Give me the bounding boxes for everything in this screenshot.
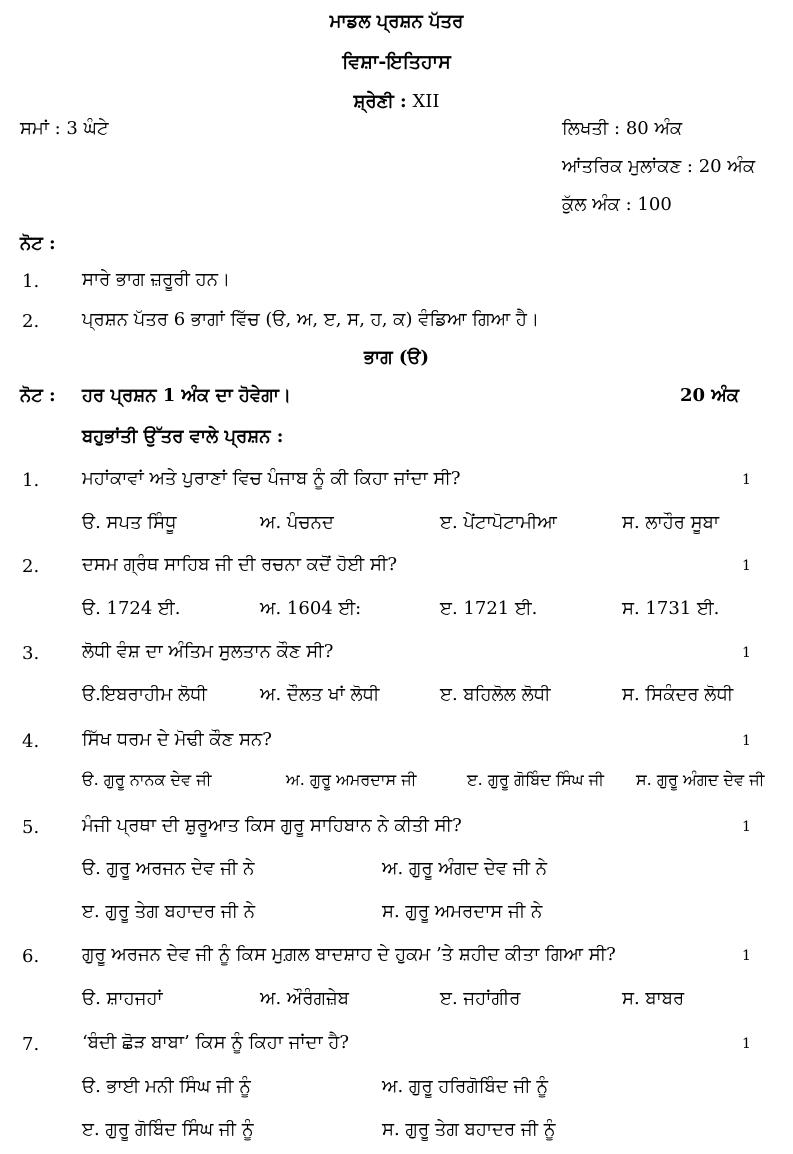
question-5-option-d: ਸ. ਗੁਰੂ ਅਮਰਦਾਸ ਜੀ ਨੇ bbox=[382, 901, 543, 922]
question-4-option-d: ਸ. ਗੁਰੂ ਅੰਗਦ ਦੇਵ ਜੀ bbox=[636, 770, 765, 789]
question-3-option-b: ਅ. ਦੌਲਤ ਖਾਂ ਲੋਧੀ bbox=[260, 684, 380, 705]
question-6-option-a: ੳ. ਸ਼ਾਹਜਹਾਂ bbox=[82, 988, 163, 1009]
section-note-text: ਹਰ ਪ੍ਰਸ਼ਨ 1 ਅੰਕ ਦਾ ਹੋਵੇਗਾ। bbox=[82, 385, 292, 406]
question-3-number: 3. bbox=[22, 643, 40, 664]
written-marks: ਲਿਖਤੀ : 80 ਅੰਕ bbox=[562, 118, 683, 139]
question-4-text: ਸਿੱਖ ਧਰਮ ਦੇ ਮੋਢੀ ਕੌਣ ਸਨ? bbox=[82, 729, 272, 750]
class-label: ਸ਼੍ਰੇਣੀ : bbox=[353, 91, 407, 112]
question-7-number: 7. bbox=[22, 1034, 40, 1055]
paper-title: ਮਾਡਲ ਪ੍ਰਸ਼ਨ ਪੱਤਰ bbox=[329, 11, 464, 32]
question-5-number: 5. bbox=[22, 817, 40, 838]
section-title: ਭਾਗ (ੳ) bbox=[363, 347, 430, 368]
question-2-option-c: ੲ. 1721 ਈ. bbox=[440, 598, 538, 619]
question-6-marks: 1 bbox=[742, 948, 751, 964]
question-7-option-d: ਸ. ਗੁਰੂ ਤੇਗ ਬਹਾਦਰ ਜੀ ਨੂੰ bbox=[382, 1119, 556, 1140]
question-6-text: ਗੁਰੂ ਅਰਜਨ ਦੇਵ ਜੀ ਨੂੰ ਕਿਸ ਮੁਗ਼ਲ ਬਾਦਸ਼ਾਹ ਦੇ ਹੁਕਮ ’ਤੇ ਸ਼ਹੀਦ ਕੀਤਾ ਗਿਆ ਸੀ? bbox=[82, 944, 616, 965]
question-6-option-c: ੲ. ਜਹਾਂਗੀਰ bbox=[440, 988, 521, 1009]
question-3-option-c: ੲ. ਬਹਿਲੋਲ ਲੋਧੀ bbox=[440, 684, 551, 705]
question-7-marks: 1 bbox=[742, 1036, 751, 1052]
question-1-text: ਮਹਾਂਕਾਵਾਂ ਅਤੇ ਪੁਰਾਣਾਂ ਵਿਚ ਪੰਜਾਬ ਨੂੰ ਕੀ ਕਿਹਾ ਜਾਂਦਾ ਸੀ? bbox=[82, 468, 461, 489]
question-1-option-a: ੳ. ਸਪਤ ਸਿੰਧੂ bbox=[82, 512, 177, 533]
note-2-text: ਪ੍ਰਸ਼ਨ ਪੱਤਰ 6 ਭਾਗਾਂ ਵਿੱਚ (ੳ, ਅ, ੲ, ਸ, ਹ, ਕ) ਵੰਡਿਆ ਗਿਆ ਹੈ। bbox=[82, 309, 540, 330]
question-6-option-d: ਸ. ਬਾਬਰ bbox=[622, 988, 685, 1009]
question-5-option-a: ੳ. ਗੁਰੂ ਅਰਜਨ ਦੇਵ ਜੀ ਨੇ bbox=[82, 858, 255, 879]
question-7-option-a: ੳ. ਭਾਈ ਮਨੀ ਸਿੰਘ ਜੀ ਨੂੰ bbox=[82, 1076, 251, 1097]
question-1-marks: 1 bbox=[742, 472, 751, 488]
class-value: XII bbox=[412, 91, 440, 112]
question-2-number: 2. bbox=[22, 556, 40, 577]
question-7-option-b: ਅ. ਗੁਰੂ ਹਰਿਗੋਬਿੰਦ ਜੀ ਨੂੰ bbox=[382, 1076, 549, 1097]
question-4-option-c: ੲ. ਗੁਰੂ ਗੋਬਿੰਦ ਸਿੰਘ ਜੀ bbox=[467, 770, 604, 789]
question-2-option-b: ਅ. 1604 ਈ: bbox=[260, 598, 362, 619]
question-1-number: 1. bbox=[22, 470, 40, 491]
total-marks: ਕੁੱਲ ਅੰਕ : 100 bbox=[562, 194, 672, 215]
question-4-option-b: ਅ. ਗੁਰੂ ਅਮਰਦਾਸ ਜੀ bbox=[286, 770, 417, 789]
question-5-marks: 1 bbox=[742, 819, 751, 835]
class-line bbox=[0, 93, 793, 111]
question-1-option-b: ਅ. ਪੰਚਨਦ bbox=[260, 512, 334, 533]
note-1-number: 1. bbox=[22, 271, 40, 292]
question-5-option-c: ੲ. ਗੁਰੂ ਤੇਗ ਬਹਾਦਰ ਜੀ ਨੇ bbox=[82, 901, 255, 922]
note-1-text: ਸਾਰੇ ਭਾਗ ਜ਼ਰੂਰੀ ਹਨ। bbox=[82, 269, 231, 290]
question-7-option-c: ੲ. ਗੁਰੂ ਗੋਬਿੰਦ ਸਿੰਘ ਜੀ ਨੂੰ bbox=[82, 1119, 254, 1140]
internal-assessment: ਆਂਤਰਿਕ ਮੁਲਾਂਕਣ : 20 ਅੰਕ bbox=[562, 156, 756, 177]
time-allowed: ਸਮਾਂ : 3 ਘੰਟੇ bbox=[20, 118, 109, 139]
question-2-option-d: ਸ. 1731 ਈ. bbox=[622, 598, 720, 619]
question-5-option-b: ਅ. ਗੁਰੂ ਅੰਗਦ ਦੇਵ ਜੀ ਨੇ bbox=[382, 858, 548, 879]
question-3-text: ਲੋਧੀ ਵੰਸ਼ ਦਾ ਅੰਤਿਮ ਸੁਲਤਾਨ ਕੌਣ ਸੀ? bbox=[82, 641, 334, 662]
mcq-heading: ਬਹੁਭਾਂਤੀ ਉੱਤਰ ਵਾਲੇ ਪ੍ਰਸ਼ਨ : bbox=[82, 426, 284, 447]
question-3-option-a: ੳ.ਇਬਰਾਹੀਮ ਲੋਧੀ bbox=[82, 684, 207, 705]
question-5-text: ਮੰਜੀ ਪ੍ਰਥਾ ਦੀ ਸ਼ੁਰੂਆਤ ਕਿਸ ਗੁਰੂ ਸਾਹਿਬਾਨ ਨੇ ਕੀਤੀ ਸੀ? bbox=[82, 815, 462, 836]
notes-heading: ਨੋਟ : bbox=[20, 233, 56, 254]
question-6-number: 6. bbox=[22, 946, 40, 967]
section-note-label: ਨੋਟ : bbox=[20, 385, 56, 406]
subject-label: ਵਿਸ਼ਾ-ਇਤਿਹਾਸ bbox=[342, 51, 451, 73]
question-4-marks: 1 bbox=[742, 733, 751, 749]
question-3-option-d: ਸ. ਸਿਕੰਦਰ ਲੋਧੀ bbox=[622, 684, 734, 705]
question-2-option-a: ੳ. 1724 ਈ. bbox=[82, 598, 181, 619]
question-1-option-d: ਸ. ਲਾਹੌਰ ਸੂਬਾ bbox=[622, 512, 720, 533]
question-2-text: ਦਸਮ ਗ੍ਰੰਥ ਸਾਹਿਬ ਜੀ ਦੀ ਰਚਨਾ ਕਦੋਂ ਹੋਈ ਸੀ? bbox=[82, 554, 398, 575]
question-3-marks: 1 bbox=[742, 645, 751, 661]
question-4-number: 4. bbox=[22, 731, 40, 752]
question-1-option-c: ੲ. ਪੇਂਟਾਪੋਟਾਮੀਆ bbox=[440, 512, 557, 533]
question-6-option-b: ਅ. ਔਰੰਗਜ਼ੇਬ bbox=[260, 988, 350, 1009]
section-note-marks: 20 ਅੰਕ bbox=[680, 385, 740, 406]
question-7-text: ‘ਬੰਦੀ ਛੋੜ ਬਾਬਾ’ ਕਿਸ ਨੂੰ ਕਿਹਾ ਜਾਂਦਾ ਹੈ? bbox=[82, 1032, 350, 1053]
note-2-number: 2. bbox=[22, 311, 40, 332]
question-4-option-a: ੳ. ਗੁਰੂ ਨਾਨਕ ਦੇਵ ਜੀ bbox=[82, 770, 212, 789]
question-2-marks: 1 bbox=[742, 558, 751, 574]
